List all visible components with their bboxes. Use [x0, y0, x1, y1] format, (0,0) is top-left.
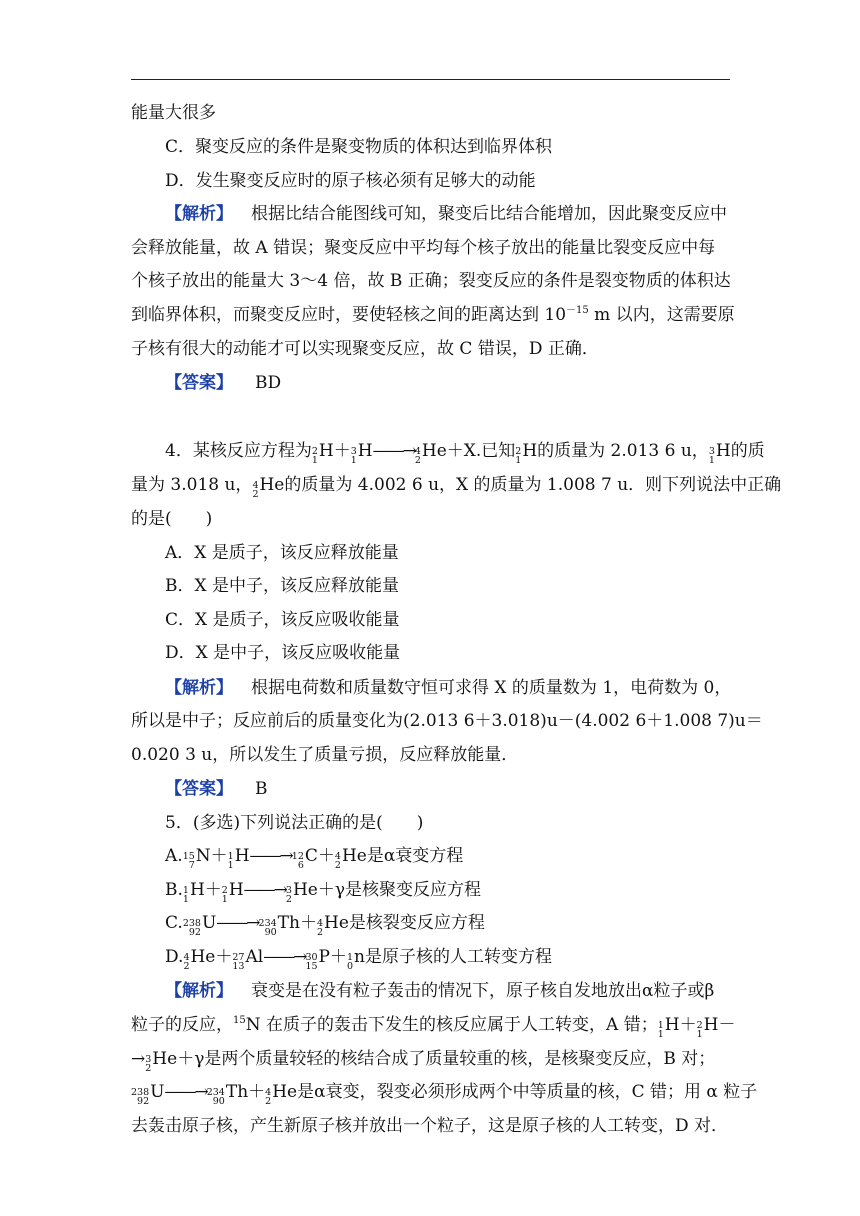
text-line: 0.020 3 u，所以发生了质量亏损，反应释放能量．: [131, 745, 519, 765]
question-4: 量为 3.018 u， 4 2 He的质量为 4.002 6 u，X 的质量为 1.008 7 u．则下列说法中正确: [131, 475, 782, 500]
option-b: B．X 是中子，该反应释放能量: [165, 576, 399, 596]
text-line: 238 92 U——→ 234 90 Th＋ 4 2 He是α衰变，裂变必须形成两个中等质量的核，C 错；用 α 粒子: [131, 1082, 758, 1107]
text-line: 所以是中子；反应前后的质量变化为(2.013 6＋3.018)u－(4.002 6＋1.008 7)u＝: [131, 711, 763, 731]
analysis-tag: 【解析】: [165, 981, 233, 1001]
text-line: → 3 2 He＋γ是两个质量较轻的核结合成了质量较重的核，是核聚变反应，B 对；: [131, 1049, 716, 1074]
text-line: 子核有很大的动能才可以实现聚变反应，故 C 错误，D 正确．: [131, 339, 599, 359]
text-line: 去轰击原子核，产生新原子核并放出一个粒子，这是原子核的人工转变，D 对．: [131, 1116, 729, 1136]
text-line: 个核子放出的能量大 3～4 倍，故 B 正确；裂变反应的条件是裂变物质的体积达: [131, 271, 731, 291]
text-line: 能量大很多: [131, 103, 216, 123]
text-line: 粒子的反应，$^{15}$N 在质子的轰击下发生的核反应属于人工转变，A 错； 1 1 H＋ 2 1 H－: [131, 1015, 736, 1040]
text-line: 会释放能量，故 A 错误；聚变反应中平均每个核子放出的能量比裂变反应中每: [131, 238, 716, 258]
analysis-line: 【解析】 根据比结合能图线可知，聚变后比结合能增加，因此聚变反应中: [165, 204, 727, 224]
analysis-tag: 【解析】: [165, 204, 233, 224]
option-c: C．聚变反应的条件是聚变物质的体积达到临界体积: [165, 137, 553, 157]
analysis-line: 【解析】 衰变是在没有粒子轰击的情况下，原子核自发地放出α粒子或β: [165, 981, 715, 1001]
question-5: 5．(多选)下列说法正确的是( ): [165, 813, 424, 833]
option-c: C．X 是质子，该反应吸收能量: [165, 610, 400, 630]
option-a: A．X 是质子，该反应释放能量: [165, 543, 399, 563]
option-d: D．发生聚变反应时的原子核必须有足够大的动能: [165, 171, 536, 191]
option-d: D．X 是中子，该反应吸收能量: [165, 643, 401, 663]
question-4: 4．某核反应方程为 2 1 H＋ 3 1 H——→ 4 2 He＋X.已知 2 1 H的质量为 2.013 6 u， 3 1 H的质: [165, 441, 765, 466]
option-d: D. 4 2 He＋ 27 13 Al——→ 30 15 P＋ 1 0 n是原子核的人工转变方程: [165, 947, 552, 972]
option-c: C. 238 92 U——→ 234 90 Th＋ 4 2 He是核裂变反应方程: [165, 913, 485, 938]
answer-tag: 【答案】: [165, 373, 233, 393]
option-a: A. 15 7 N＋ 1 1 H——→ 12 6 C＋ 4 2 He是α衰变方程: [165, 846, 464, 871]
answer-line: 【答案】 BD: [165, 373, 282, 393]
answer-line: 【答案】 B: [165, 779, 268, 799]
header-rule: [131, 79, 730, 80]
text-line: 到临界体积，而聚变反应时，要使轻核之间的距离达到 $10^{-15}$ m 以内，这需要原: [131, 305, 735, 325]
analysis-tag: 【解析】: [165, 678, 233, 698]
option-b: B. 1 1 H＋ 2 1 H——→ 3 2 He＋γ是核聚变反应方程: [165, 880, 482, 905]
text-line: 的是( ): [131, 509, 213, 529]
analysis-line: 【解析】 根据电荷数和质量数守恒可求得 X 的质量数为 1，电荷数为 0，: [165, 678, 732, 698]
answer-tag: 【答案】: [165, 779, 233, 799]
